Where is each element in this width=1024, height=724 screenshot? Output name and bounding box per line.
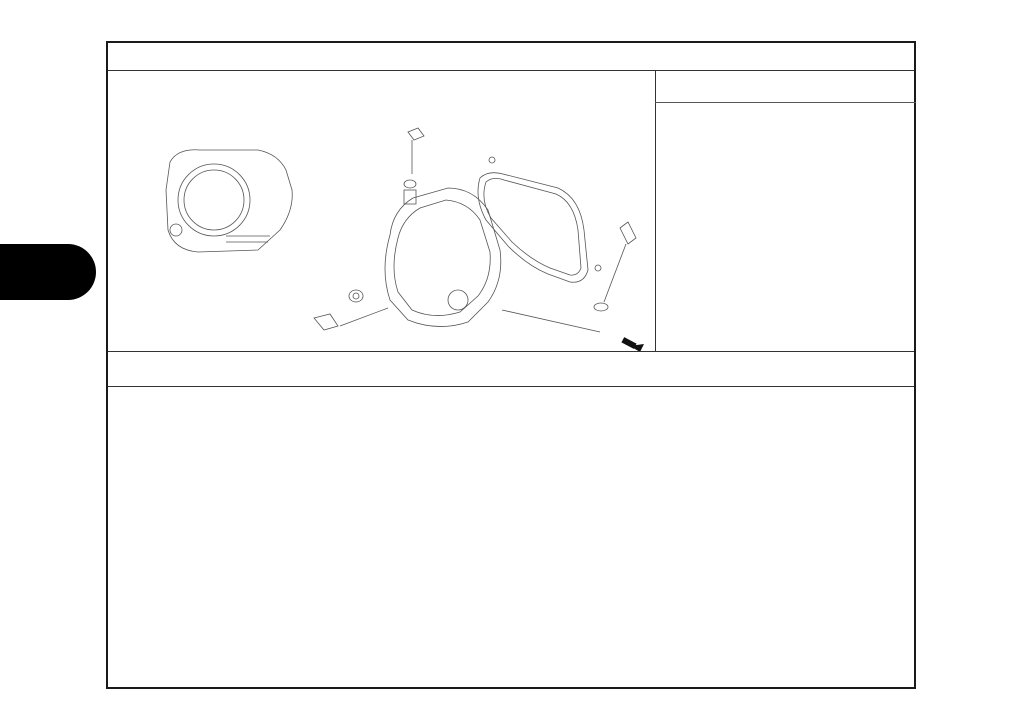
parts-table-header [108,351,914,387]
exploded-diagram [108,70,656,351]
chapter-tab [0,244,96,300]
lon-table [655,70,916,351]
crankcase-cover-illustration [108,70,655,351]
title-bar [108,43,914,71]
page-frame [106,41,916,689]
lon-table-header [655,70,916,103]
